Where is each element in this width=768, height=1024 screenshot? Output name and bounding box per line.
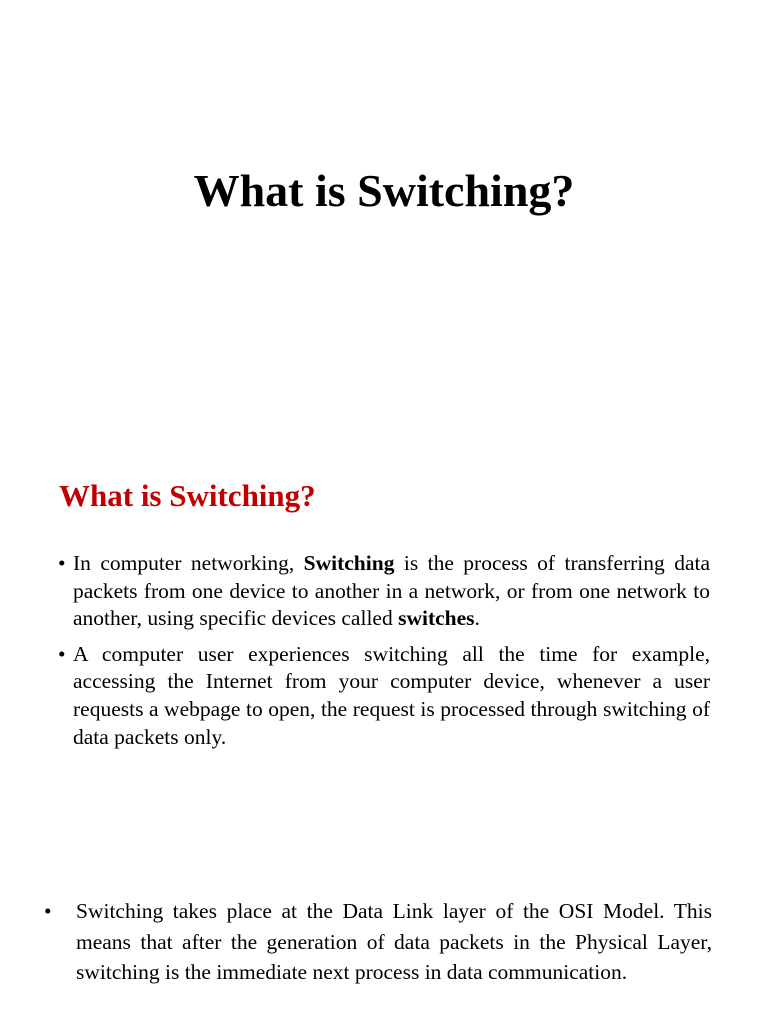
bullet-list (58, 550, 710, 759)
bullet-text-end: . (474, 606, 480, 631)
bullet-text-intro: In computer networking, (73, 551, 304, 575)
section-heading: What is Switching? (59, 478, 316, 513)
bullet-item-switching-definition (58, 550, 710, 633)
slide-title: What is Switching? (193, 165, 575, 216)
bullet-text: Switching takes place at the Data Link layer of the OSI Model. This means that after the generation of data packets in the Physical Layer, switching is the immediate next process in data communication. (76, 899, 712, 984)
bullet-item-osi-layer (44, 896, 712, 988)
bullet-text: A computer user experiences switching all the time for example, accessing the Internet from your computer device, whenever a user requests a webpage to open, the request is processed through switching of data packets only. (73, 641, 710, 749)
bullet-text-middle: is the process of transferring data packets from one device to another in a network, or from one network to another, using specific devices called (73, 551, 711, 631)
term-switches: switches (398, 606, 475, 631)
bullet-item-user-experience (58, 641, 710, 751)
term-switching: Switching (303, 551, 395, 575)
bullet-marker: • (58, 641, 66, 666)
bullet-marker: • (58, 551, 66, 575)
osi-bullet-list (44, 896, 712, 988)
bullet-marker: • (44, 899, 52, 923)
